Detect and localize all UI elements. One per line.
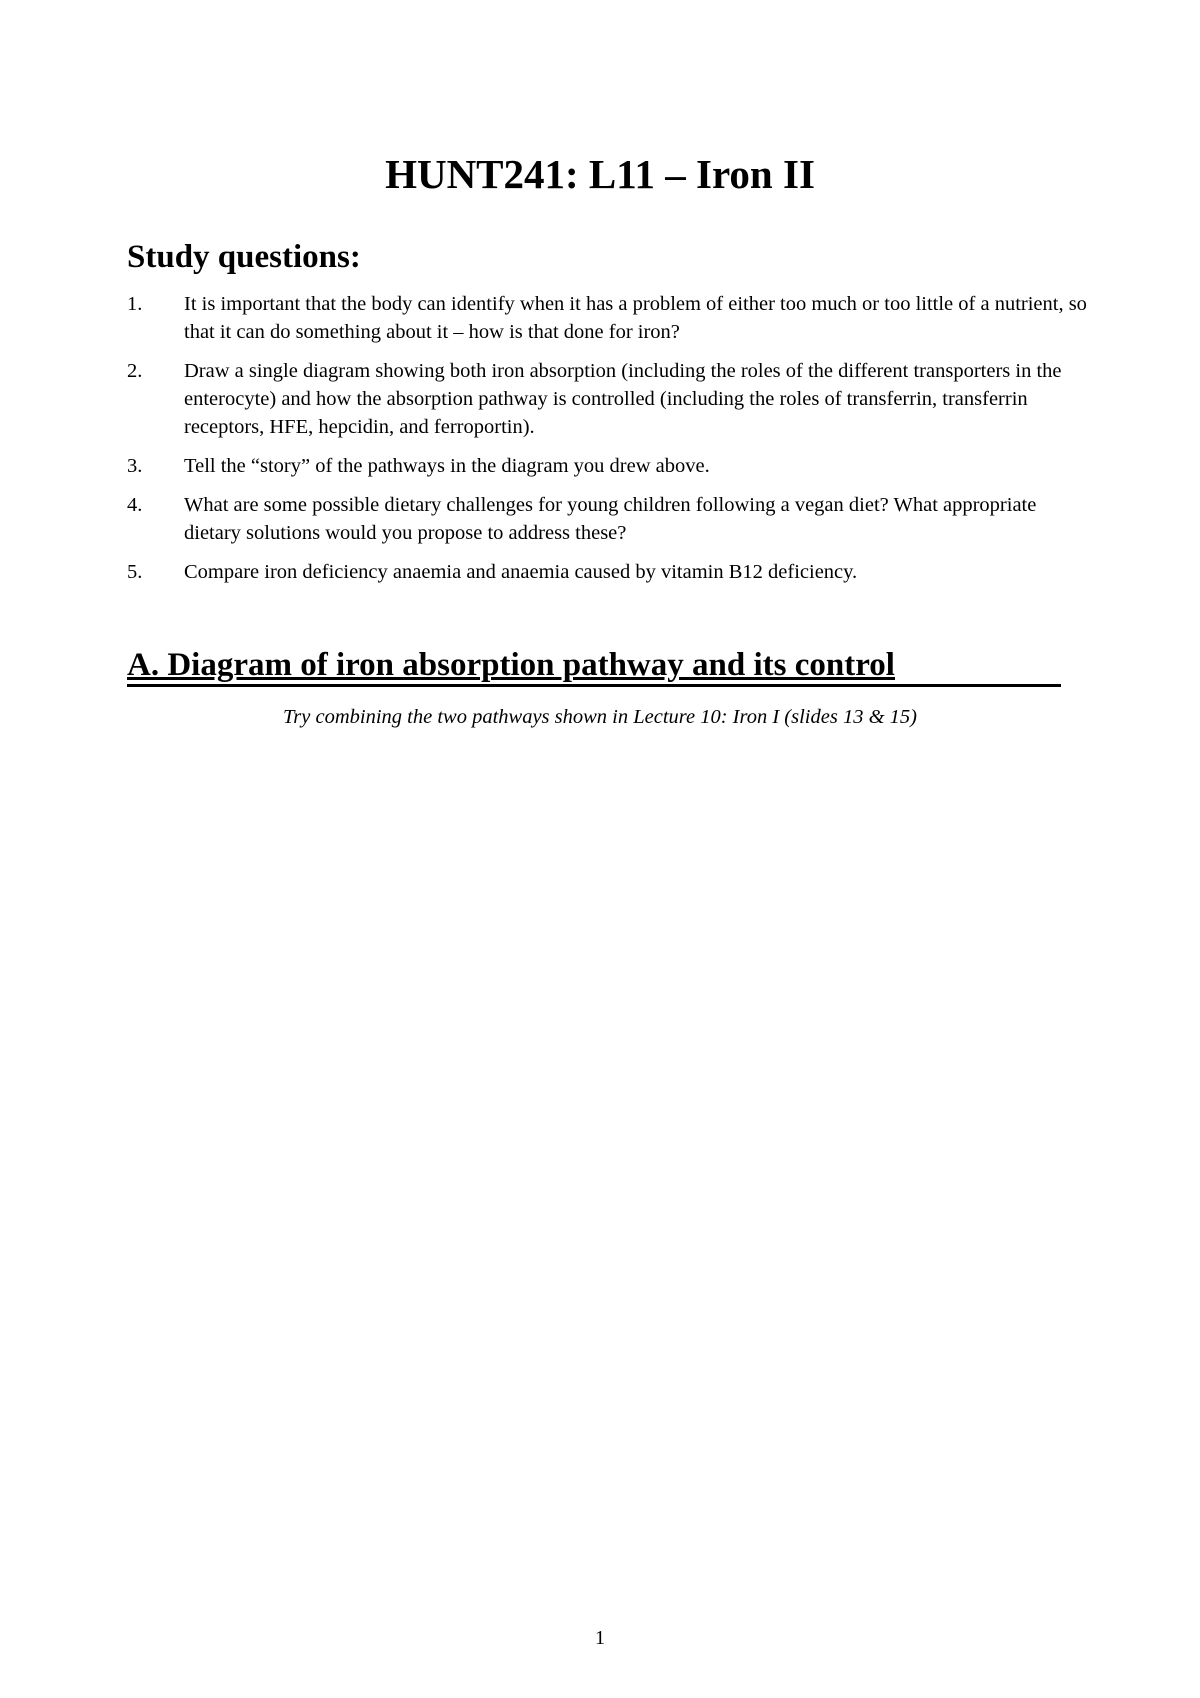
question-number: 4. — [127, 494, 143, 516]
question-text: What are some possible dietary challenges for young children following a vegan diet? What appropriate dietary solutions would you propose to address these? — [184, 494, 1037, 544]
section-a-heading — [127, 644, 1061, 687]
document-title: HUNT241: L11 – Iron II — [385, 151, 815, 197]
section-a-note: Try combining the two pathways shown in Lecture 10: Iron I (slides 13 & 15) — [283, 706, 917, 728]
question-text: Draw a single diagram showing both iron absorption (including the roles of the different transporters in the enterocyte) and how the absorption pathway is controlled (including the roles of transferrin, transferrin receptors, HFE, hepcidin, and ferroportin). — [184, 360, 1062, 438]
question-item — [127, 491, 1087, 547]
question-number: 1. — [127, 293, 143, 315]
question-number: 5. — [127, 561, 143, 583]
question-item — [127, 452, 1087, 480]
question-text: Compare iron deficiency anaemia and anaemia caused by vitamin B12 deficiency. — [184, 561, 858, 583]
question-item — [127, 357, 1087, 441]
question-text: It is important that the body can identify when it has a problem of either too much or too little of a nutrient, so that it can do something about it – how is that done for iron? — [184, 293, 1087, 343]
study-questions-heading: Study questions: — [127, 239, 361, 275]
question-text: Tell the “story” of the pathways in the diagram you drew above. — [184, 455, 710, 477]
section-a-heading-text: A. Diagram of iron absorption pathway and its control — [127, 647, 895, 683]
question-item — [127, 290, 1087, 346]
question-number: 2. — [127, 360, 143, 382]
question-number: 3. — [127, 455, 143, 477]
page-number: 1 — [595, 1627, 605, 1649]
study-questions-list — [127, 290, 1087, 597]
question-item — [127, 558, 1087, 586]
